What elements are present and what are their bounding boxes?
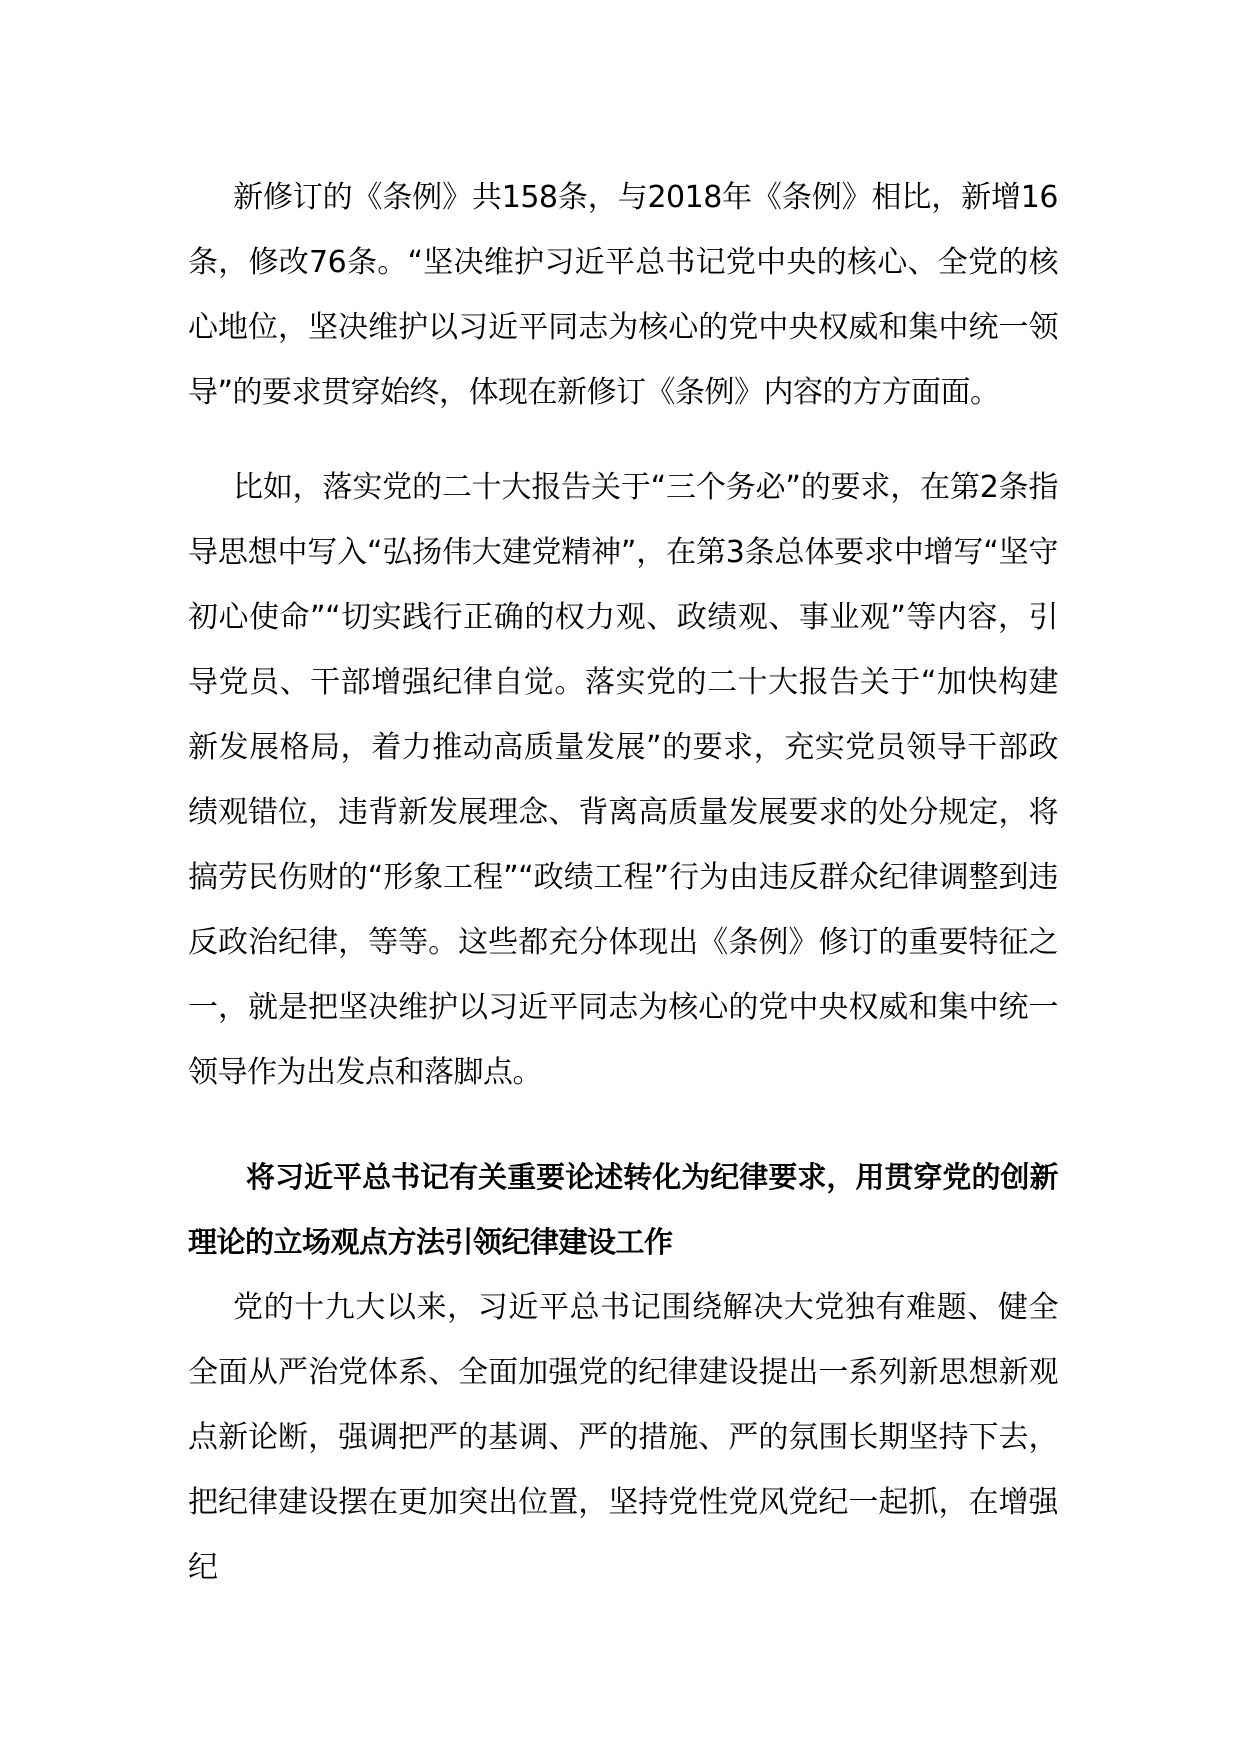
- paragraph-2: 比如，落实党的二十大报告关于“三个务必”的要求，在第2条指导思想中写入“弘扬伟大建党精神”，在第3条总体要求中增写“坚守初心使命”“切实践行正确的权力观、政绩观、事业观”等内容，引导党员、干部增强纪律自觉。落实党的二十大报告关于“加快构建新发展格局，着力推动高质量发展”的要求，充实党员领导干部政绩观错位，违背新发展理念、背离高质量发展要求的处分规定，将搞劳民伤财的“形象工程”“政绩工程”行为由违反群众纪律调整到违反政治纪律，等等。这些都充分体现出《条例》修订的重要特征之一，就是把坚决维护以习近平同志为核心的党中央权威和集中统一领导作为出发点和落脚点。: [188, 470, 1058, 1090]
- section-heading: 将习近平总书记有关重要论述转化为纪律要求，用贯穿党的创新理论的立场观点方法引领纪律建设工作: [188, 1160, 1058, 1259]
- paragraph-1: 新修订的《条例》共158条，与2018年《条例》相比，新增16条，修改76条。“坚决维护习近平总书记党中央的核心、全党的核心地位，坚决维护以习近平同志为核心的党中央权威和集中统一领导”的要求贯穿始终，体现在新修订《条例》内容的方方面面。: [188, 180, 1058, 410]
- document-page: [188, 165, 1058, 1600]
- paragraph-3: 党的十九大以来，习近平总书记围绕解决大党独有难题、健全全面从严治党体系、全面加强党的纪律建设提出一系列新思想新观点新论断，强调把严的基调、严的措施、严的氛围长期坚持下去，把纪律建设摆在更加突出位置，坚持党性党风党纪一起抓，在增强纪: [188, 1290, 1058, 1585]
